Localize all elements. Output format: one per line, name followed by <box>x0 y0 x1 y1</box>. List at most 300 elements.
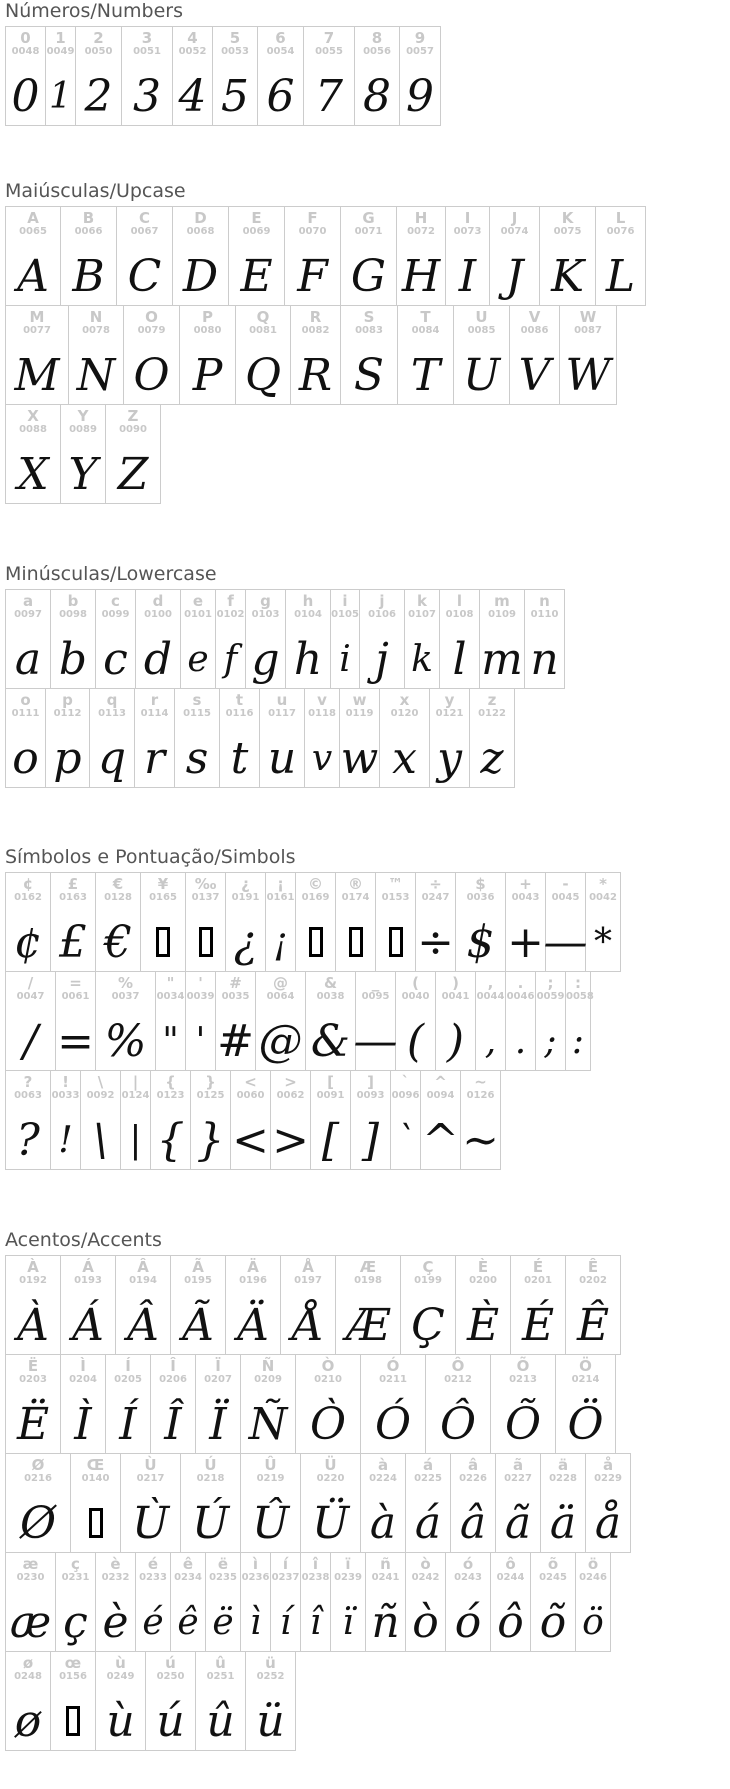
character-label: E <box>251 209 262 227</box>
character-code: 0072 <box>407 226 435 237</box>
handwritten-glyph: Ä <box>237 1299 269 1351</box>
handwritten-glyph: À <box>17 1299 49 1351</box>
handwritten-glyph: ñ <box>371 1596 400 1648</box>
character-label: B <box>82 209 95 227</box>
handwritten-glyph: d <box>143 633 173 685</box>
handwritten-glyph: ( <box>406 1015 425 1067</box>
character-label: Ñ <box>261 1357 275 1375</box>
glyph-cell <box>96 971 156 1071</box>
glyph-cell <box>341 206 397 306</box>
glyph-cell <box>56 1552 96 1652</box>
character-label: P <box>202 308 213 326</box>
glyph-cell <box>173 206 229 306</box>
character-label: ^ <box>434 1073 447 1091</box>
glyph-cell <box>61 1255 116 1355</box>
character-code: 0140 <box>81 1473 110 1484</box>
glyph-cell <box>340 688 380 788</box>
character-code: 0047 <box>16 991 45 1002</box>
character-code: 0243 <box>454 1572 482 1583</box>
character-label: ê <box>182 1555 194 1573</box>
handwritten-glyph: $ <box>466 916 495 968</box>
character-label: ç <box>71 1555 80 1573</box>
glyph-cell <box>124 305 180 405</box>
notdef-box-icon <box>309 927 323 957</box>
character-label: ó <box>462 1555 474 1573</box>
character-label: < <box>244 1073 257 1091</box>
handwritten-glyph: ' <box>195 1020 206 1062</box>
glyph-cell <box>506 872 546 972</box>
character-code: 0064 <box>266 991 295 1002</box>
character-label: 8 <box>371 29 383 47</box>
glyph-cell <box>6 404 61 504</box>
character-label: - <box>562 875 569 893</box>
character-label: ö <box>587 1555 599 1573</box>
character-label: ì <box>252 1555 259 1573</box>
handwritten-glyph: Ü <box>311 1497 350 1549</box>
glyph-cell <box>46 26 76 126</box>
character-code: 0039 <box>186 991 215 1002</box>
handwritten-glyph: û <box>206 1695 235 1747</box>
character-label: 7 <box>323 29 335 47</box>
character-label: ù <box>115 1654 126 1672</box>
character-label: æ <box>22 1555 39 1573</box>
character-code: 0218 <box>196 1473 225 1484</box>
glyph-cell <box>426 1354 491 1454</box>
handwritten-glyph: Y <box>68 448 98 500</box>
character-label: ™ <box>388 875 403 893</box>
character-code: 0242 <box>411 1572 440 1583</box>
character-label: ¢ <box>22 875 34 893</box>
handwritten-glyph: k <box>411 638 433 680</box>
handwritten-glyph: w <box>340 732 379 784</box>
character-label: Ê <box>587 1258 599 1276</box>
character-label: Ã <box>192 1258 204 1276</box>
glyph-cell <box>6 688 46 788</box>
character-code: 0094 <box>426 1090 455 1101</box>
handwritten-glyph: = <box>57 1015 94 1067</box>
handwritten-glyph: Æ <box>345 1299 391 1351</box>
character-label: ] <box>367 1073 374 1091</box>
character-label: x <box>399 691 410 709</box>
character-code: 0053 <box>221 46 249 57</box>
glyph-cell <box>51 1651 96 1751</box>
handwritten-glyph: L <box>605 250 636 302</box>
glyph-row <box>5 589 565 689</box>
character-label: 3 <box>141 29 153 47</box>
glyph-cell <box>490 206 540 306</box>
glyph-cell <box>361 1453 406 1553</box>
character-code: 0102 <box>216 609 245 620</box>
character-label: ò <box>420 1555 431 1573</box>
character-label: z <box>487 691 497 709</box>
glyph-cell <box>69 305 124 405</box>
character-label: £ <box>67 875 79 893</box>
character-code: 0121 <box>435 708 464 719</box>
glyph-cell <box>301 1453 361 1553</box>
glyph-cell <box>106 1354 151 1454</box>
glyph-cell <box>311 1070 351 1170</box>
character-code: 0076 <box>606 226 635 237</box>
handwritten-glyph: b <box>58 633 88 685</box>
handwritten-glyph: 3 <box>133 70 161 122</box>
handwritten-glyph: Í <box>119 1398 137 1450</box>
character-code: 0224 <box>369 1473 397 1484</box>
character-code: 0080 <box>193 325 222 336</box>
character-code: 0060 <box>236 1090 265 1101</box>
handwritten-glyph: + <box>507 916 544 968</box>
glyph-cell <box>231 1070 271 1170</box>
character-code: 0046 <box>506 991 535 1002</box>
glyph-cell <box>380 688 430 788</box>
character-code: 0107 <box>408 609 436 620</box>
character-label: o <box>20 691 31 709</box>
character-code: 0174 <box>341 892 370 903</box>
character-label: + <box>519 875 532 893</box>
handwritten-glyph: ç <box>63 1596 88 1648</box>
character-label: Ó <box>386 1357 400 1375</box>
glyph-cell <box>46 688 90 788</box>
section-title: Números/Numbers <box>5 0 183 22</box>
character-label: 1 <box>55 29 66 47</box>
handwritten-glyph: j <box>375 633 389 685</box>
handwritten-glyph: ì <box>249 1601 262 1643</box>
glyph-cell <box>366 1552 406 1652</box>
handwritten-glyph: ä <box>549 1497 577 1549</box>
handwritten-glyph: Ö <box>567 1398 604 1450</box>
handwritten-glyph: å <box>594 1497 622 1549</box>
character-code: 0051 <box>133 46 161 57</box>
glyph-cell <box>6 26 46 126</box>
character-label: 0 <box>20 29 31 47</box>
character-code: 0112 <box>53 708 82 719</box>
character-code: 0079 <box>137 325 166 336</box>
glyph-cell <box>301 1552 331 1652</box>
character-code: 0084 <box>411 325 440 336</box>
missing-glyph-box <box>71 1494 120 1552</box>
character-code: 0246 <box>579 1572 607 1583</box>
character-code: 0086 <box>520 325 549 336</box>
section-upcase <box>0 180 730 504</box>
handwritten-glyph: ê <box>177 1601 199 1643</box>
character-label: V <box>528 308 541 326</box>
character-label: Ì <box>80 1357 86 1375</box>
character-code: 0071 <box>354 226 383 237</box>
character-code: 0249 <box>106 1671 135 1682</box>
character-label: â <box>467 1456 479 1474</box>
glyph-cell <box>341 305 398 405</box>
glyph-cell <box>71 1453 121 1553</box>
character-label: * <box>599 875 607 893</box>
character-label: U <box>475 308 488 326</box>
glyph-row <box>5 404 161 504</box>
handwritten-glyph: G <box>350 250 387 302</box>
character-code: 0123 <box>156 1090 185 1101</box>
glyph-cell <box>451 1453 496 1553</box>
section-numbers <box>0 0 730 126</box>
glyph-cell <box>543 872 588 972</box>
handwritten-glyph: [ <box>321 1114 340 1166</box>
handwritten-glyph: i <box>339 638 351 680</box>
character-label: ? <box>23 1073 33 1091</box>
glyph-cell <box>266 872 296 972</box>
glyph-row <box>5 971 594 1071</box>
handwritten-glyph: { <box>156 1114 185 1166</box>
glyph-cell <box>173 26 213 126</box>
glyph-cell <box>353 971 398 1071</box>
glyph-row <box>5 1070 501 1170</box>
character-label: õ <box>547 1555 559 1573</box>
glyph-row <box>5 872 621 972</box>
character-code: 0193 <box>74 1275 102 1286</box>
glyph-cell <box>246 1651 296 1751</box>
glyph-cell <box>76 26 122 126</box>
glyph-cell <box>566 971 594 1071</box>
character-code: 0098 <box>59 609 87 620</box>
notdef-box-icon <box>66 1706 80 1736</box>
character-label: I <box>464 209 471 227</box>
glyph-cell <box>213 26 258 126</box>
character-label: ' <box>198 974 203 992</box>
handwritten-glyph: I <box>458 250 477 302</box>
glyph-cell <box>6 971 56 1071</box>
glyph-cell <box>446 1552 491 1652</box>
glyph-cell <box>336 872 376 972</box>
character-code: 0090 <box>119 424 147 435</box>
glyph-cell <box>122 26 173 126</box>
character-code: 0228 <box>549 1473 577 1484</box>
glyph-cell <box>456 872 506 972</box>
character-code: 0202 <box>579 1275 607 1286</box>
character-label: À <box>27 1258 39 1276</box>
handwritten-glyph: / <box>23 1015 38 1067</box>
character-code: 0054 <box>266 46 295 57</box>
handwritten-glyph: o <box>12 732 39 784</box>
glyph-cell <box>96 1651 146 1751</box>
character-code: 0191 <box>231 892 260 903</box>
handwritten-glyph: Î <box>164 1398 182 1450</box>
handwritten-glyph: ô <box>497 1596 524 1648</box>
handwritten-glyph: P <box>192 349 223 401</box>
handwritten-glyph: Q <box>244 349 282 401</box>
handwritten-glyph: O <box>133 349 170 401</box>
character-label: ë <box>217 1555 229 1573</box>
character-code: 0104 <box>294 609 322 620</box>
character-code: 0251 <box>206 1671 235 1682</box>
character-label: p <box>62 691 73 709</box>
character-label: Ö <box>579 1357 592 1375</box>
handwritten-glyph: î <box>309 1601 322 1643</box>
character-label: Ø <box>31 1456 45 1474</box>
glyph-cell <box>406 1552 446 1652</box>
section-lowercase <box>0 563 730 788</box>
character-label: C <box>138 209 150 227</box>
glyph-cell <box>81 1070 121 1170</box>
character-code: 0065 <box>19 226 47 237</box>
glyph-cell <box>470 688 515 788</box>
handwritten-glyph: Ô <box>439 1398 477 1450</box>
character-code: 0248 <box>14 1671 42 1682</box>
handwritten-glyph: C <box>127 250 162 302</box>
handwritten-glyph: B <box>72 250 105 302</box>
character-label: X <box>27 407 39 425</box>
character-code: 0200 <box>469 1275 497 1286</box>
handwritten-glyph: Ù <box>131 1497 170 1549</box>
handwritten-glyph: ã <box>504 1497 532 1549</box>
character-code: 0041 <box>441 991 470 1002</box>
glyph-cell <box>175 688 220 788</box>
glyph-cell <box>541 1453 586 1553</box>
character-code: 0058 <box>566 991 594 1002</box>
glyph-cell <box>216 971 256 1071</box>
glyph-cell <box>440 589 480 689</box>
handwritten-glyph: e <box>187 638 209 680</box>
character-label: n <box>539 592 550 610</box>
character-label: # <box>229 974 242 992</box>
missing-glyph-box <box>141 913 185 971</box>
handwritten-glyph: % <box>104 1015 147 1067</box>
glyph-cell <box>256 971 306 1071</box>
handwritten-glyph: õ <box>539 1596 567 1648</box>
handwritten-glyph: Ï <box>209 1398 227 1450</box>
handwritten-glyph: z <box>480 732 504 784</box>
character-code: 0062 <box>276 1090 305 1101</box>
character-code: 0081 <box>249 325 277 336</box>
handwritten-glyph: Ó <box>374 1398 412 1450</box>
character-label: à <box>377 1456 389 1474</box>
glyph-cell <box>397 206 446 306</box>
handwritten-glyph: U <box>462 349 501 401</box>
glyph-cell <box>241 1354 296 1454</box>
notdef-box-icon <box>389 927 403 957</box>
character-label: Æ <box>359 1258 377 1276</box>
handwritten-glyph: Ç <box>411 1299 445 1351</box>
character-code: 0245 <box>539 1572 567 1583</box>
character-code: 0250 <box>156 1671 185 1682</box>
character-code: 0212 <box>444 1374 472 1385</box>
handwritten-glyph: ^ <box>422 1114 459 1166</box>
character-label: å <box>602 1456 614 1474</box>
character-code: 0048 <box>11 46 40 57</box>
handwritten-glyph: ) <box>446 1015 465 1067</box>
character-code: 0105 <box>331 609 359 620</box>
glyph-cell <box>461 1070 501 1170</box>
glyph-cell <box>6 305 69 405</box>
character-code: 0038 <box>316 991 345 1002</box>
handwritten-glyph: ü <box>256 1695 285 1747</box>
character-label: > <box>284 1073 297 1091</box>
character-label: g <box>260 592 271 610</box>
glyph-cell <box>6 1255 61 1355</box>
character-code: 0209 <box>254 1374 282 1385</box>
character-code: 0103 <box>251 609 280 620</box>
character-code: 0237 <box>271 1572 300 1583</box>
character-code: 0034 <box>156 991 185 1002</box>
character-label: r <box>150 691 159 709</box>
character-code: 0067 <box>130 226 159 237</box>
character-label: Õ <box>516 1357 530 1375</box>
handwritten-glyph: 4 <box>178 70 207 122</box>
glyph-cell <box>291 305 341 405</box>
glyph-cell <box>51 872 96 972</box>
handwritten-glyph: ¡ <box>273 921 288 963</box>
handwritten-glyph: M <box>14 349 60 401</box>
handwritten-glyph: q <box>97 732 127 784</box>
glyph-cell <box>151 1070 191 1170</box>
character-code: 0241 <box>371 1572 400 1583</box>
character-label: Œ <box>86 1456 105 1474</box>
glyph-cell <box>260 688 305 788</box>
handwritten-glyph: g <box>251 633 280 685</box>
character-label: N <box>89 308 103 326</box>
character-label: k <box>417 592 427 610</box>
character-code: 0074 <box>500 226 529 237</box>
glyph-cell <box>405 589 440 689</box>
character-code: 0063 <box>14 1090 42 1101</box>
character-label: 5 <box>229 29 241 47</box>
glyph-cell <box>271 1070 311 1170</box>
glyph-cell <box>196 1354 241 1454</box>
glyph-cell <box>398 305 454 405</box>
handwritten-glyph: Â <box>127 1299 159 1351</box>
character-code: 0227 <box>504 1473 532 1484</box>
handwritten-glyph: 7 <box>315 70 343 122</box>
character-label: ¿ <box>241 875 250 893</box>
character-label: û <box>215 1654 226 1672</box>
character-code: 0122 <box>478 708 506 719</box>
character-label: Î <box>170 1357 176 1375</box>
character-label: D <box>194 209 207 227</box>
glyph-cell <box>241 1453 301 1553</box>
glyph-cell <box>258 26 304 126</box>
glyph-cell <box>181 589 216 689</box>
character-code: 0203 <box>19 1374 47 1385</box>
handwritten-glyph: ø <box>14 1695 42 1747</box>
handwritten-glyph: f <box>223 638 238 680</box>
character-label: & <box>323 974 338 992</box>
glyph-cell <box>171 1255 226 1355</box>
character-label: / <box>27 974 34 992</box>
character-code: 0153 <box>381 892 410 903</box>
character-label: î <box>312 1555 319 1573</box>
character-code: 0068 <box>186 226 215 237</box>
character-code: 0083 <box>355 325 383 336</box>
glyph-cell <box>304 26 355 126</box>
character-code: 0235 <box>209 1572 237 1583</box>
character-code: 0206 <box>159 1374 187 1385</box>
glyph-cell <box>6 1552 56 1652</box>
character-label: % <box>117 974 134 992</box>
character-label: € <box>112 875 124 893</box>
glyph-cell <box>96 872 141 972</box>
character-label: Ô <box>451 1357 465 1375</box>
handwritten-glyph: c <box>103 633 128 685</box>
character-label: œ <box>64 1654 82 1672</box>
character-label: 2 <box>93 29 104 47</box>
character-label: j <box>379 592 385 610</box>
character-label: 4 <box>187 29 198 47</box>
glyph-row <box>5 688 515 788</box>
character-code: 0091 <box>316 1090 345 1101</box>
character-code: 0066 <box>74 226 103 237</box>
glyph-cell <box>6 1453 71 1553</box>
handwritten-glyph: X <box>17 448 49 500</box>
character-label: Ä <box>247 1258 259 1276</box>
character-code: 0213 <box>509 1374 537 1385</box>
glyph-cell <box>61 404 106 504</box>
glyph-cell <box>226 1255 281 1355</box>
character-code: 0252 <box>256 1671 285 1682</box>
glyph-row <box>5 1255 621 1355</box>
